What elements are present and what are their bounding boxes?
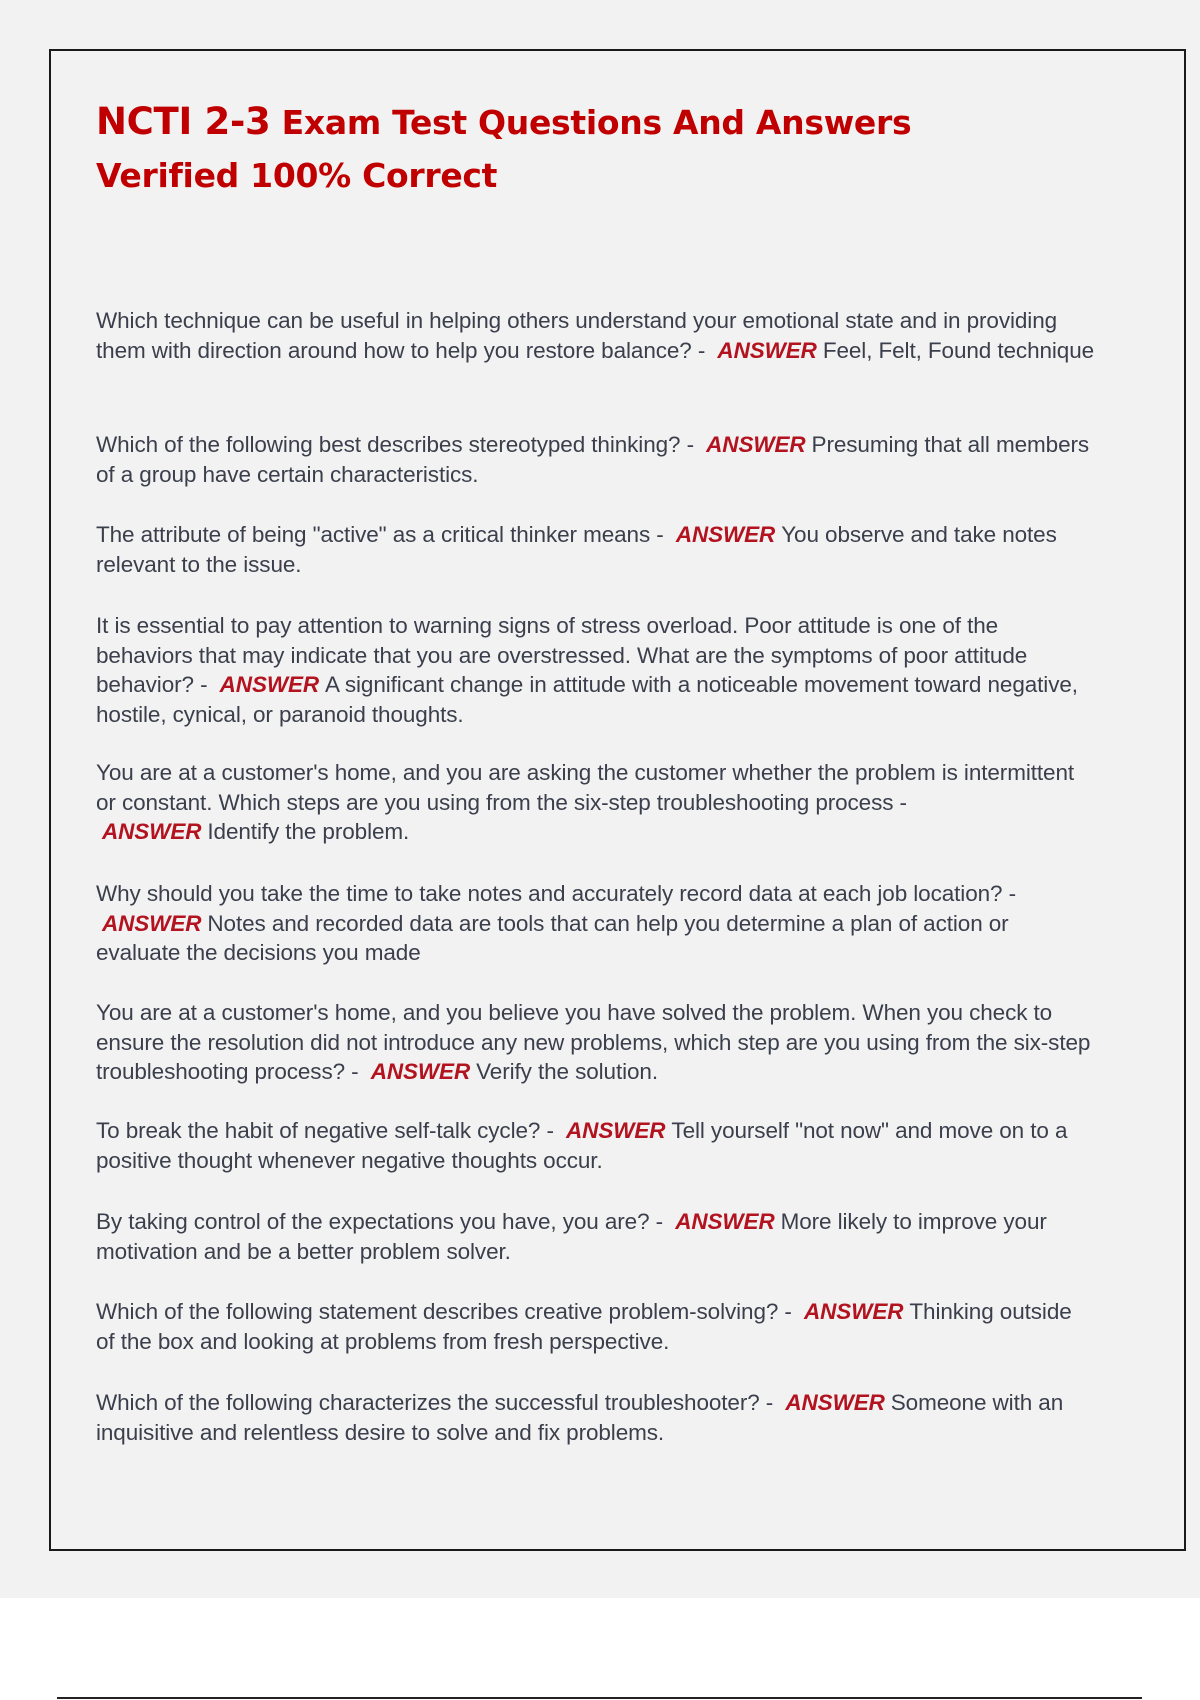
title-rest: Exam Test Questions And Answers Verified 100% Correct [96, 103, 912, 195]
answer-marker: ANSWER [219, 672, 320, 697]
answer-text: Someone with an inquisitive and relentless desire to solve and fix problems. [96, 1390, 1064, 1445]
answer-marker: ANSWER [566, 1118, 666, 1143]
answer-text: Verify the solution. [476, 1059, 658, 1084]
question-text: Which of the following characterizes the successful troubleshooter? [96, 1390, 760, 1415]
qa-item-1 [96, 306, 1096, 365]
separator: - [1002, 881, 1016, 906]
separator: - [345, 1059, 365, 1084]
answer-marker: ANSWER [803, 1299, 904, 1324]
answer-text: Feel, Felt, Found technique [822, 337, 1095, 363]
qa-item-4 [96, 611, 1096, 729]
separator: - [650, 522, 670, 547]
answer-marker: ANSWER [717, 337, 817, 363]
separator: - [193, 672, 214, 697]
question-text: Which technique can be useful in helping others understand your emotional state and in providing them with direction around how to help you restore balance? [96, 308, 1058, 363]
answer-text: Identify the problem. [207, 819, 410, 844]
answer-marker: ANSWER [675, 522, 776, 547]
separator: - [893, 789, 907, 815]
question-text: You are at a customer's home, and you are asking the customer whether the problem is intermittent or constant. Which steps are you using from the six-step troubleshooting process [96, 760, 1075, 815]
answer-marker: ANSWER [370, 1059, 471, 1084]
question-text: Which of the following statement describes creative problem-solving? [96, 1299, 779, 1324]
answer-text: Notes and recorded data are tools that can help you determine a plan of action or evaluate the decisions you made [96, 910, 1009, 965]
answer-text: Presuming that all members of a group have certain characteristics. [96, 432, 1090, 487]
question-text: It is essential to pay attention to warning signs of stress overload. Poor attitude is one of the behaviors that may indicate that you are overstressed. What are the symptoms of poor attitude behavior? [96, 613, 1028, 697]
qa-item-5 [96, 758, 1096, 847]
separator: - [649, 1209, 670, 1234]
question-text: By taking control of the expectations you have, you are? [96, 1209, 650, 1234]
qa-item-2 [96, 430, 1096, 489]
qa-item-3 [96, 520, 1096, 579]
question-text: Why should you take the time to take notes and accurately record data at each job location? [96, 881, 1003, 906]
qa-item-6 [96, 879, 1096, 968]
separator: - [778, 1299, 798, 1324]
answer-marker: ANSWER [102, 910, 202, 936]
separator: - [680, 432, 701, 457]
question-text: Which of the following best describes stereotyped thinking? [96, 432, 681, 457]
footer-divider [57, 1697, 1142, 1699]
answer-marker: ANSWER [102, 819, 202, 844]
answer-text: Tell yourself "not now" and move on to a positive thought whenever negative thoughts occur. [96, 1118, 1068, 1173]
answer-marker: ANSWER [785, 1390, 885, 1415]
qa-item-8 [96, 1116, 1096, 1175]
answer-text: A significant change in attitude with a noticeable movement toward negative, hostile, cynical, or paranoid thoughts. [96, 672, 1078, 727]
separator: - [691, 337, 712, 363]
answer-text: Thinking outside of the box and looking at problems from fresh perspective. [96, 1299, 1072, 1354]
question-text: To break the habit of negative self-talk cycle? [96, 1118, 541, 1143]
question-text: You are at a customer's home, and you believe you have solved the problem. When you check to ensure the resolution did not introduce any new problems, which step are you using from the six-step troubleshooting process? [96, 1000, 1091, 1084]
qa-item-11 [96, 1388, 1096, 1447]
separator: - [540, 1118, 561, 1143]
answer-text: More likely to improve your motivation and be a better problem solver. [96, 1209, 1047, 1264]
question-text: The attribute of being "active" as a critical thinker means [96, 522, 651, 547]
qa-item-9 [96, 1207, 1096, 1266]
answer-marker: ANSWER [675, 1209, 775, 1234]
separator: - [759, 1390, 780, 1415]
document-title [96, 95, 1056, 202]
qa-item-7 [96, 998, 1096, 1087]
title-lead: NCTI 2-3 [96, 100, 271, 143]
qa-item-10 [96, 1297, 1096, 1356]
answer-text: You observe and take notes relevant to the issue. [96, 522, 1057, 577]
answer-marker: ANSWER [706, 432, 806, 457]
